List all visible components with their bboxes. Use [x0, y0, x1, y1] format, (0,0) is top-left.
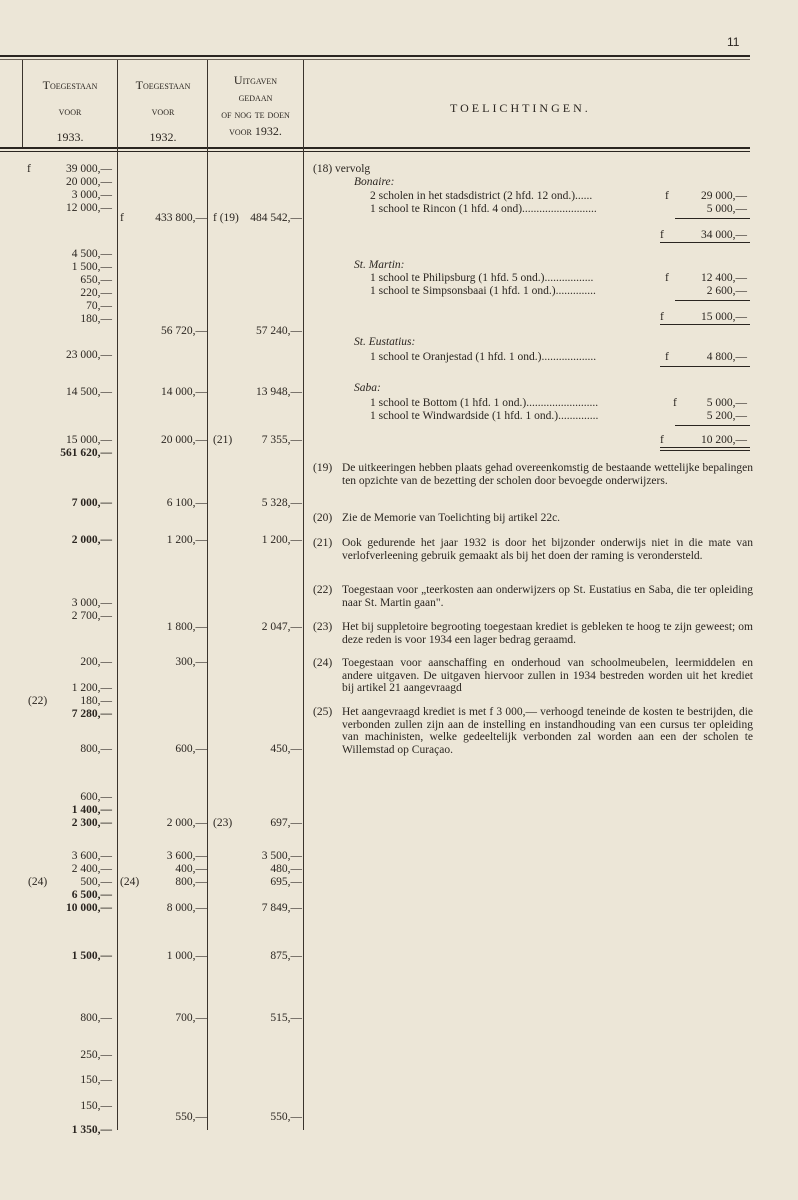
header-col1-line1: Toegestaan — [42, 78, 98, 92]
col3-mark: f (19) — [213, 212, 239, 224]
col1-value: 15 000,— — [66, 434, 112, 446]
col1-value: 12 000,— — [66, 202, 112, 214]
header-col3-line2: gedaan — [238, 90, 273, 104]
stmartin-row-1-currency: f — [665, 272, 669, 284]
bonaire-row-1-amount: 29 000,— — [701, 190, 747, 202]
col1-value: 3 600,— — [71, 850, 112, 862]
col2-mark: f — [120, 212, 124, 224]
col2-value: 8 000,— — [166, 902, 207, 914]
note-text: Het aangevraagd krediet is met f 3 000,— verhoogd teneinde de kosten te bestrijden, die verbonden zullen zijn aan de instelling en instandhouding van een cursus ter opleiding van machinisten, welke gedeeltelijk verbonden zal worden aan een der scholen te Willemstad op Curaçao. — [342, 706, 753, 756]
col1-value: 3 000,— — [71, 189, 112, 201]
note-item — [313, 584, 753, 609]
header-bottom-rule-2 — [0, 151, 750, 152]
col1-value: 3 000,— — [71, 597, 112, 609]
col2-value: 3 600,— — [166, 850, 207, 862]
stmartin-row-1-amount: 12 400,— — [701, 272, 747, 284]
col2-value: 433 800,— — [155, 212, 207, 224]
col1-value: 7 000,— — [71, 497, 112, 509]
header-top-rule — [0, 55, 750, 57]
saba-sum-rule — [675, 425, 750, 426]
col2-value: 14 000,— — [161, 386, 207, 398]
col1-value: 2 300,— — [71, 817, 112, 829]
col1-value: 1 500,— — [71, 261, 112, 273]
steustatius-row-1-currency: f — [665, 351, 669, 363]
col2-value: 400,— — [175, 863, 207, 875]
col1-value: 180,— — [80, 313, 112, 325]
col1-value: 1 350,— — [71, 1124, 112, 1136]
note-number: (20) — [313, 512, 333, 524]
note-item — [313, 512, 753, 525]
header-col4: TOELICHTINGEN. — [450, 101, 591, 115]
col3-value: 7 355,— — [261, 434, 302, 446]
col3-value: 57 240,— — [256, 325, 302, 337]
col3-value: 7 849,— — [261, 902, 302, 914]
col1-value: 7 280,— — [71, 708, 112, 720]
header-col1-line3: 1933. — [56, 130, 84, 144]
col-rule-3 — [207, 60, 208, 1130]
col1-value: 6 500,— — [71, 889, 112, 901]
col1-value: 150,— — [80, 1100, 112, 1112]
note-text: Toegestaan voor aanschaffing en onderhoud van schoolmeubelen, leermiddelen en andere uitgaven. De uitgaven hiervoor zullen in 1934 bestreden worden uit het krediet bij artikel 21 aangevraagd — [342, 657, 753, 695]
col1-mark: (24) — [28, 876, 48, 888]
header-bottom-rule — [0, 147, 750, 149]
header-col1 — [22, 72, 118, 150]
bonaire-heading-text: Bonaire: — [354, 176, 395, 188]
col1-value: 500,— — [80, 876, 112, 888]
col1-value: 14 500,— — [66, 386, 112, 398]
header-col2-line3: 1932. — [149, 130, 177, 144]
note-item — [313, 462, 753, 487]
saba-total-amount: 10 200,— — [701, 434, 747, 446]
note-text: Toegestaan voor „teerkosten aan onderwijzers op St. Eustatius en Saba, die ter opleiding naar St. Martin gaan". — [342, 584, 753, 609]
col2-value: 56 720,— — [161, 325, 207, 337]
note-item — [313, 706, 753, 756]
col1-value: 220,— — [80, 287, 112, 299]
page-number: 11 — [727, 35, 740, 49]
steustatius-heading — [354, 336, 415, 349]
stmartin-total-currency: f — [660, 311, 664, 323]
col2-value: 1 800,— — [166, 621, 207, 633]
stmartin-heading — [354, 259, 404, 272]
col2-value: 550,— — [175, 1111, 207, 1123]
col3-mark: (21) — [213, 434, 233, 446]
col1-value: 200,— — [80, 656, 112, 668]
note-number: (24) — [313, 657, 333, 669]
note-number: (21) — [313, 537, 333, 549]
bonaire-row-2-amount: 5 000,— — [706, 203, 747, 215]
col2-value: 300,— — [175, 656, 207, 668]
header-col3 — [208, 72, 303, 140]
stmartin-row-2-amount: 2 600,— — [706, 285, 747, 297]
stmartin-row-1: 1 school te Philipsburg (1 hfd. 5 ond.)................. — [370, 272, 594, 284]
note-item — [313, 657, 753, 695]
col2-value: 6 100,— — [166, 497, 207, 509]
note-18-label: (18) vervolg — [313, 163, 371, 175]
col1-value: 150,— — [80, 1074, 112, 1086]
col2-value: 700,— — [175, 1012, 207, 1024]
col1-value: 1 400,— — [71, 804, 112, 816]
bonaire-heading — [354, 176, 394, 189]
col2-value: 2 000,— — [166, 817, 207, 829]
col-rule-4 — [303, 60, 304, 1130]
steustatius-row-1: 1 school te Oranjestad (1 hfd. 1 ond.)................... — [370, 351, 597, 363]
bonaire-row-1: 2 scholen in het stadsdistrict (2 hfd. 12 ond.)...... — [370, 190, 593, 202]
col-rule-1 — [22, 60, 23, 147]
stmartin-sum-rule — [675, 300, 750, 301]
saba-row-1-currency: f — [673, 397, 677, 409]
col1-value: 20 000,— — [66, 176, 112, 188]
stmartin-total-rule — [660, 324, 750, 325]
col3-value: 13 948,— — [256, 386, 302, 398]
header-col3-line1: Uitgaven — [233, 73, 278, 87]
col1-value: 1 500,— — [71, 950, 112, 962]
bonaire-row-2: 1 school te Rincon (1 hfd. 4 ond).......................... — [370, 203, 597, 215]
col3-value: 3 500,— — [261, 850, 302, 862]
header-col1-line2: voor — [58, 104, 82, 118]
col1-value: 23 000,— — [66, 349, 112, 361]
header-col3-line4: voor 1932. — [229, 124, 282, 138]
col1-value: 561 620,— — [60, 447, 112, 459]
note-item — [313, 621, 753, 646]
saba-total-rule-2 — [660, 450, 750, 451]
col2-value: 800,— — [175, 876, 207, 888]
bonaire-sum-rule — [675, 218, 750, 219]
steustatius-heading-text: St. Eustatius: — [354, 336, 416, 348]
note-text: Zie de Memorie van Toelichting bij artikel 22c. — [342, 512, 561, 524]
col3-value: 2 047,— — [261, 621, 302, 633]
bonaire-row-1-currency: f — [665, 190, 669, 202]
col1-value: 39 000,— — [66, 163, 112, 175]
col3-value: 1 200,— — [261, 534, 302, 546]
saba-row-1: 1 school te Bottom (1 hfd. 1 ond.)......................... — [370, 397, 599, 409]
col3-value: 697,— — [270, 817, 302, 829]
col1-value: 800,— — [80, 743, 112, 755]
col1-value: 600,— — [80, 791, 112, 803]
col1-value: 10 000,— — [66, 902, 112, 914]
saba-total-rule — [660, 447, 750, 448]
note-item — [313, 537, 753, 562]
col3-value: 5 328,— — [261, 497, 302, 509]
col3-value: 875,— — [270, 950, 302, 962]
col1-value: 2 400,— — [71, 863, 112, 875]
note-number: (23) — [313, 621, 333, 633]
col3-mark: (23) — [213, 817, 233, 829]
col2-value: 20 000,— — [161, 434, 207, 446]
saba-total-currency: f — [660, 434, 664, 446]
header-col3-line3: of nog te doen — [221, 107, 290, 121]
saba-heading — [354, 382, 381, 395]
col1-value: 4 500,— — [71, 248, 112, 260]
bonaire-total-rule — [660, 242, 750, 243]
bonaire-total-currency: f — [660, 229, 664, 241]
col2-value: 1 200,— — [166, 534, 207, 546]
note-number: (22) — [313, 584, 333, 596]
note-number: (25) — [313, 706, 333, 718]
note-number: (19) — [313, 462, 333, 474]
bonaire-total-amount: 34 000,— — [701, 229, 747, 241]
note-text: Ook gedurende het jaar 1932 is door het bijzonder onderwijs niet in die mate van verlofverleening gebruik gemaakt als bij het doen der raming is verondersteld. — [342, 537, 753, 562]
col3-value: 480,— — [270, 863, 302, 875]
col2-value: 1 000,— — [166, 950, 207, 962]
steustatius-total-rule — [660, 366, 750, 367]
saba-row-1-amount: 5 000,— — [706, 397, 747, 409]
col1-value: 250,— — [80, 1049, 112, 1061]
col3-value: 450,— — [270, 743, 302, 755]
note-text: De uitkeeringen hebben plaats gehad overeenkomstig de bestaande wettelijke bepalingen ten opzichte van de bezetting der scholen door bevoegde onderwijzers. — [342, 462, 753, 487]
col3-value: 550,— — [270, 1111, 302, 1123]
col1-value: 180,— — [80, 695, 112, 707]
col1-value: 800,— — [80, 1012, 112, 1024]
stmartin-total-amount: 15 000,— — [701, 311, 747, 323]
col1-value: 650,— — [80, 274, 112, 286]
header-top-rule-thin — [0, 59, 750, 60]
col3-value: 515,— — [270, 1012, 302, 1024]
note-text: Het bij suppletoire begrooting toegestaan krediet is gebleken te hoog te zijn geweest; om deze reden is voor 1934 een lager bedrag geraamd. — [342, 621, 753, 646]
col1-value: 70,— — [86, 300, 112, 312]
stmartin-heading-text: St. Martin: — [354, 259, 405, 271]
steustatius-row-1-amount: 4 800,— — [706, 351, 747, 363]
header-col2-line2: voor — [151, 104, 175, 118]
col1-mark: (22) — [28, 695, 48, 707]
saba-row-2: 1 school te Windwardside (1 hfd. 1 ond.).............. — [370, 410, 599, 422]
header-col2-line1: Toegestaan — [135, 78, 191, 92]
col3-value: 695,— — [270, 876, 302, 888]
stmartin-row-2: 1 school te Simpsonsbaai (1 hfd. 1 ond.).............. — [370, 285, 596, 297]
col1-value: f — [27, 163, 31, 175]
col1-value: 1 200,— — [71, 682, 112, 694]
col-rule-2 — [117, 60, 118, 1130]
col1-value: 2 000,— — [71, 534, 112, 546]
col2-mark: (24) — [120, 876, 140, 888]
saba-row-2-amount: 5 200,— — [706, 410, 747, 422]
col2-value: 600,— — [175, 743, 207, 755]
col1-value: 2 700,— — [71, 610, 112, 622]
header-col2 — [118, 72, 208, 150]
col3-value: 484 542,— — [250, 212, 302, 224]
saba-heading-text: Saba: — [354, 382, 381, 394]
